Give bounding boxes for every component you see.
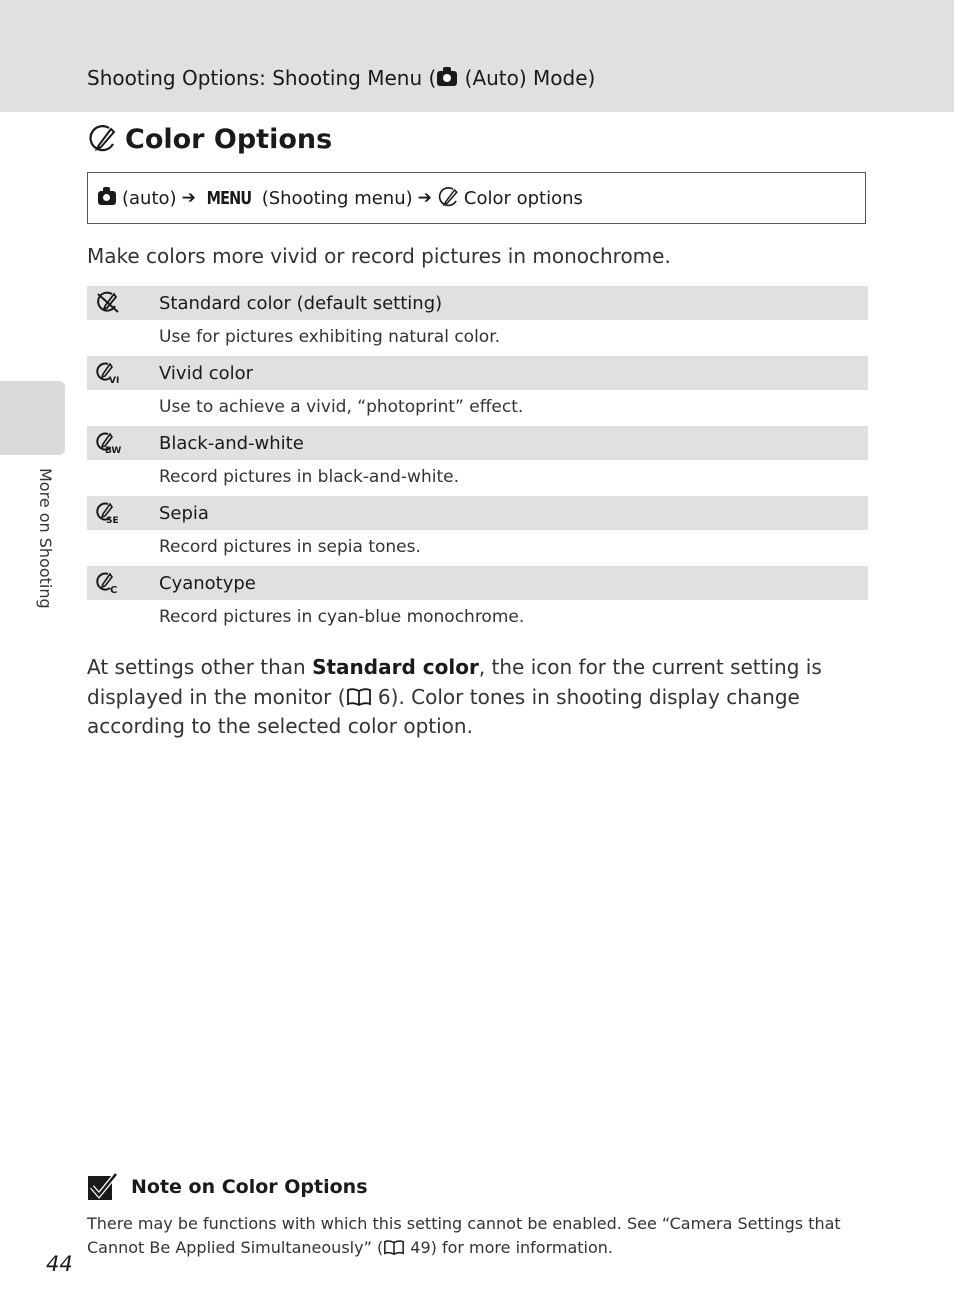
sepia-icon-text: SE [106, 516, 119, 525]
side-tab [0, 381, 65, 455]
note-heading [87, 1172, 368, 1202]
camera-icon [437, 71, 457, 86]
check-note-icon [87, 1172, 119, 1202]
standard-color-icon [95, 291, 121, 315]
vivid-color-icon [95, 361, 121, 385]
option-desc-row [87, 600, 868, 636]
nav-color-options: Color options [463, 187, 583, 209]
bw-icon-text: BW [105, 446, 121, 455]
option-desc-row [87, 530, 868, 566]
color-options-icon [437, 187, 459, 209]
note-text: ) for more information. [430, 1238, 614, 1257]
option-name: Cyanotype [159, 572, 256, 594]
camera-icon [98, 191, 116, 205]
header-title-prefix: Shooting Options: Shooting Menu ( [87, 66, 437, 90]
option-name: Vivid color [159, 362, 254, 384]
body-bold-text: Standard color [312, 655, 479, 679]
header-title [87, 66, 595, 90]
header-band [0, 0, 954, 112]
option-name: Black-and-white [159, 432, 304, 454]
note-body [87, 1212, 847, 1260]
note-text: There may be functions with which this setting cannot be enabled. See “Camera Settings that Cannot Be Applied Simultaneously” ( [87, 1214, 841, 1257]
menu-icon: MENU [206, 187, 252, 209]
option-name: Sepia [159, 502, 209, 524]
arrow-right-icon: ➔ [417, 188, 432, 208]
side-tab-label: More on Shooting [36, 468, 55, 609]
body-text: At settings other than [87, 655, 313, 679]
body-text: , the icon for the current setting is displayed in the monitor ( [87, 655, 822, 709]
option-desc-row [87, 390, 868, 426]
menu-path-box [87, 172, 866, 224]
body-paragraph [87, 653, 877, 742]
option-description: Record pictures in sepia tones. [159, 537, 421, 557]
nav-auto: (auto) [122, 187, 177, 209]
option-row-bw [87, 426, 868, 460]
option-description: Record pictures in black-and-white. [159, 467, 459, 487]
color-options-icon [87, 125, 117, 155]
option-description: Record pictures in cyan-blue monochrome. [159, 607, 525, 627]
vivid-icon-text: VI [109, 376, 120, 385]
option-row-vivid [87, 356, 868, 390]
nav-shooting-menu: (Shooting menu) [261, 187, 413, 209]
sepia-icon [95, 501, 121, 525]
option-description: Use to achieve a vivid, “photoprint” effect. [159, 397, 524, 417]
intro-text: Make colors more vivid or record pictures in monochrome. [87, 244, 671, 268]
option-description: Use for pictures exhibiting natural color. [159, 327, 501, 347]
arrow-right-icon: ➔ [181, 188, 196, 208]
note-title: Note on Color Options [131, 1176, 368, 1198]
option-row-cyanotype [87, 566, 868, 600]
cyanotype-icon [95, 571, 121, 595]
page-reference: 49 [405, 1238, 431, 1257]
page-title-text: Color Options [125, 124, 333, 155]
page-reference: 6 [371, 684, 391, 709]
book-reference-icon [346, 688, 372, 706]
header-title-suffix: (Auto) Mode) [458, 66, 596, 90]
page-title [87, 124, 332, 155]
option-name: Standard color (default setting) [159, 292, 443, 314]
option-row-standard [87, 286, 868, 320]
option-row-sepia [87, 496, 868, 530]
option-desc-row [87, 320, 868, 356]
page-number: 44 [46, 1252, 73, 1276]
cyanotype-icon-text: C [110, 585, 118, 595]
black-and-white-icon [95, 431, 121, 455]
body-text: ). Color tones in shooting display change according to the selected color option. [87, 684, 800, 738]
book-reference-icon [383, 1240, 405, 1255]
options-list [87, 286, 868, 636]
option-desc-row [87, 460, 868, 496]
